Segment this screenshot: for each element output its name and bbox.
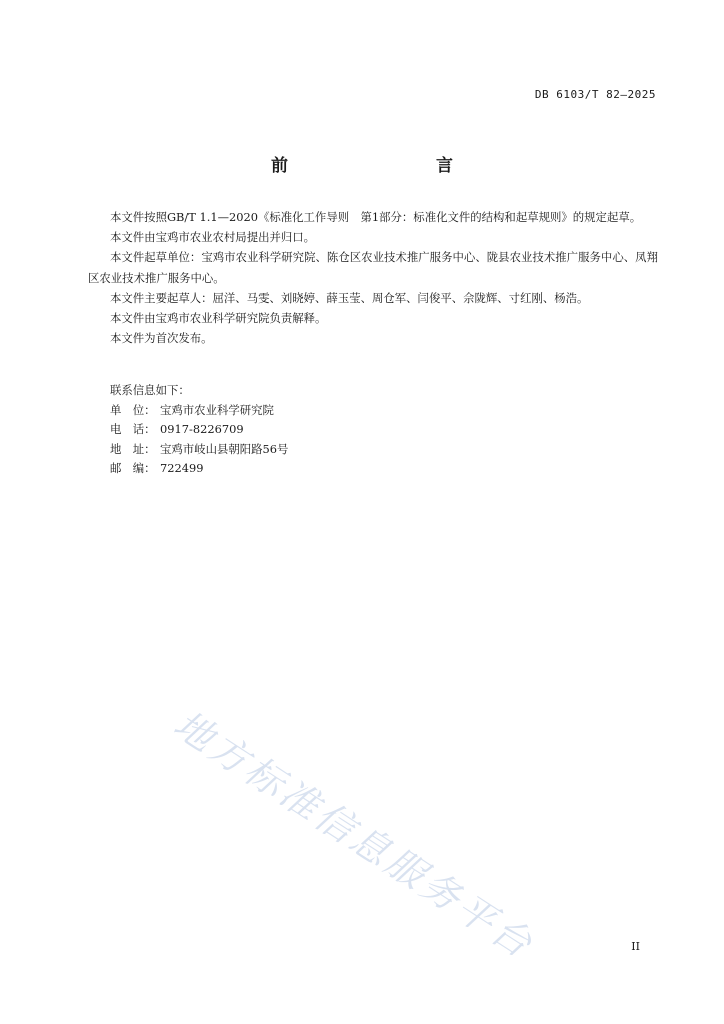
paragraph-drafting-rules: 本文件按照GB/T 1.1—2020《标准化工作导则 第1部分：标准化文件的结构和起草规则》的规定起草。	[110, 210, 642, 224]
page-title: 前 言	[271, 156, 491, 176]
contact-label: 单 位：	[110, 402, 156, 417]
contact-info	[110, 381, 288, 479]
paragraph-drafters: 本文件主要起草人：屈洋、马雯、刘晓婷、薛玉莹、周仓军、闫俊平、佘陇辉、寸红刚、杨浩。	[110, 290, 589, 305]
contact-label: 地 址：	[110, 441, 156, 456]
paragraph-interpretation: 本文件由宝鸡市农业科学研究院负责解释。	[110, 311, 327, 326]
foreword-body	[88, 207, 658, 348]
contact-value: 宝鸡市农业科学研究院	[160, 402, 274, 417]
contact-value: 宝鸡市岐山县朝阳路56号	[160, 441, 289, 456]
contact-row-address	[110, 440, 288, 460]
contact-row-postcode	[110, 459, 288, 479]
contact-label: 邮 编：	[110, 461, 156, 476]
paragraph-drafting-units: 本文件起草单位：宝鸡市农业科学研究院、陈仓区农业技术推广服务中心、陇县农业技术推广服务中心、凤翔区农业技术推广服务中心。	[88, 250, 658, 285]
page-number: II	[631, 940, 640, 953]
contact-row-unit	[110, 401, 288, 421]
contact-heading: 联系信息如下：	[110, 383, 190, 397]
contact-label: 电 话：	[110, 422, 156, 437]
paragraph-proposer: 本文件由宝鸡市农业农村局提出并归口。	[110, 230, 316, 245]
contact-value: 722499	[160, 461, 204, 476]
paragraph-first-release: 本文件为首次发布。	[110, 331, 213, 346]
contact-row-phone	[110, 420, 288, 440]
contact-value: 0917-8226709	[160, 422, 244, 437]
watermark: 地方标准信息服务平台	[166, 701, 543, 968]
standard-code: DB 6103/T 82—2025	[534, 88, 656, 101]
